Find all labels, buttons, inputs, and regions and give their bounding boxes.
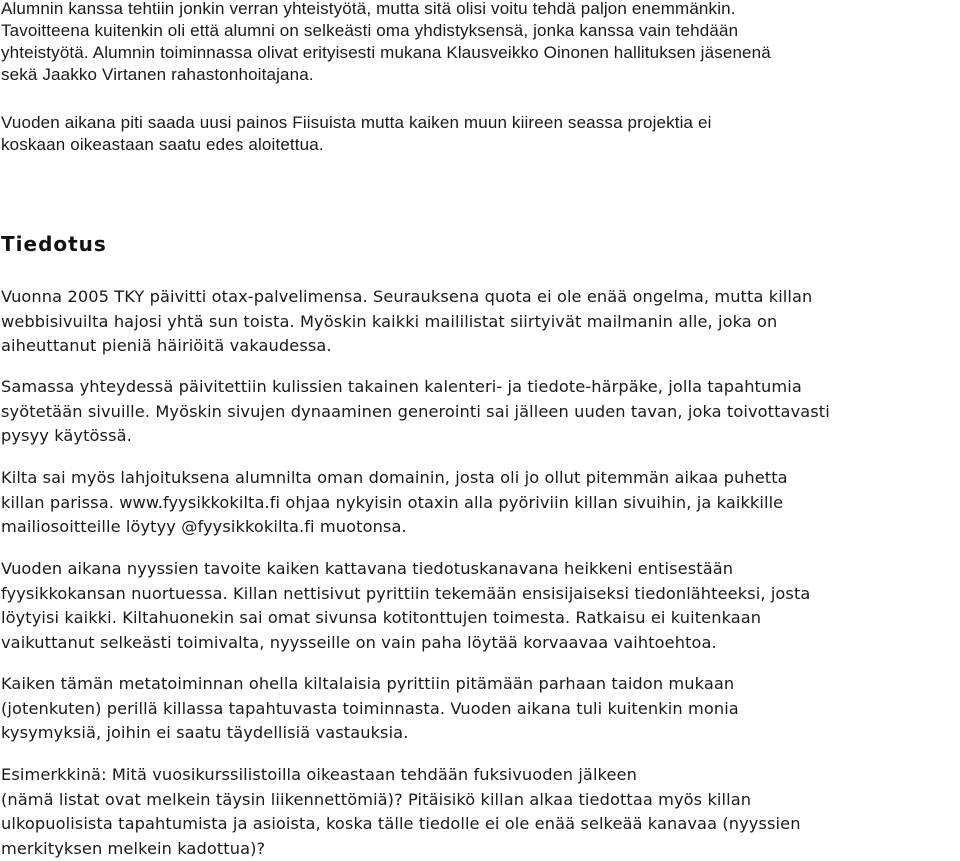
text-line: Alumnin kanssa tehtiin jonkin verran yhteistyötä, mutta sitä olisi voitu tehdä paljon enemmänkin. <box>1 0 771 20</box>
text-line: yhteistyötä. Alumnin toiminnassa olivat erityisesti mukana Klausveikko Oinonen hallituksen jäsenenä <box>1 42 771 64</box>
text-line: Esimerkkinä: Mitä vuosikurssilistoilla oikeastaan tehdään fuksivuoden jälkeen <box>1 763 801 788</box>
text-line: ulkopuolisista tapahtumista ja asioista, koska tälle tiedolle ei ole enää selkeää kanavaa (nyyssien <box>1 812 801 837</box>
text-line: Samassa yhteydessä päivitettiin kulissien takainen kalenteri- ja tiedote-härpäke, jolla tapahtumia <box>1 375 830 400</box>
text-line: syötetään sivuille. Myöskin sivujen dynaaminen generointi sai jälleen uuden tavan, joka toivottavasti <box>1 400 830 425</box>
text-line: aiheuttanut pieniä häiriöitä vakaudessa. <box>1 334 812 359</box>
text-line: sekä Jaakko Virtanen rahastonhoitajana. <box>1 64 771 86</box>
text-line: Vuoden aikana nyyssien tavoite kaiken kattavana tiedotuskanavana heikkeni entisestään <box>1 557 810 582</box>
text-line: Kaiken tämän metatoiminnan ohella kiltalaisia pyrittiin pitämään parhaan taidon mukaan <box>1 672 739 697</box>
text-line: löytyisi kaikki. Kiltahuonekin sai omat sivunsa kotitonttujen toimesta. Ratkaisu ei kuitenkaan <box>1 606 810 631</box>
paragraph-newsgroups <box>1 557 810 655</box>
text-line: pysyy käytössä. <box>1 424 830 449</box>
text-line: koskaan oikeastaan saatu edes aloitettua. <box>1 134 712 156</box>
text-line: killan parissa. www.fyysikkokilta.fi ohjaa nykyisin otaxin alla pyöriviin killan sivuihin, ja kaikkille <box>1 491 788 516</box>
intro-paragraph-fiisut <box>1 112 712 156</box>
paragraph-domain <box>1 466 788 540</box>
text-line: mailiosoitteille löytyy @fyysikkokilta.fi muotonsa. <box>1 515 788 540</box>
paragraph-calendar-update <box>1 375 830 449</box>
text-line: (jotenkuten) perillä killassa tapahtuvasta toiminnasta. Vuoden aikana tuli kuitenkin monia <box>1 697 739 722</box>
text-line: merkityksen melkein kadottua)? <box>1 837 801 861</box>
paragraph-examples <box>1 763 801 861</box>
text-line: Vuonna 2005 TKY päivitti otax-palvelimensa. Seurauksena quota ei ole enää ongelma, mutta killan <box>1 285 812 310</box>
text-line: Vuoden aikana piti saada uusi painos Fiisuista mutta kaiken muun kiireen seassa projektia ei <box>1 112 712 134</box>
section-heading: Tiedotus <box>1 231 107 257</box>
text-line: kysymyksiä, joihin ei saatu täydellisiä vastauksia. <box>1 721 739 746</box>
intro-paragraph-alumni <box>1 0 771 86</box>
text-line: Tavoitteena kuitenkin oli että alumni on selkeästi oma yhdistyksensä, jonka kanssa vain tehdään <box>1 20 771 42</box>
paragraph-otax-server <box>1 285 812 359</box>
text-line: (nämä listat ovat melkein täysin liikennettömiä)? Pitäisikö killan alkaa tiedottaa myös killan <box>1 788 801 813</box>
text-line: vaikuttanut selkeästi toimivalta, nyysseille on vain paha löytää korvaavaa vaihtoehtoa. <box>1 631 810 656</box>
text-line: fyysikkokansan nuortuessa. Killan nettisivut pyrittiin tekemään ensisijaiseksi tiedonlähteeksi, josta <box>1 582 810 607</box>
text-line: Kilta sai myös lahjoituksena alumnilta oman domainin, josta oli jo ollut pitemmän aikaa puhetta <box>1 466 788 491</box>
paragraph-meta-activity <box>1 672 739 746</box>
text-line: webbisivuilta hajosi yhtä sun toista. Myöskin kaikki maililistat siirtyivät mailmanin alle, joka on <box>1 310 812 335</box>
